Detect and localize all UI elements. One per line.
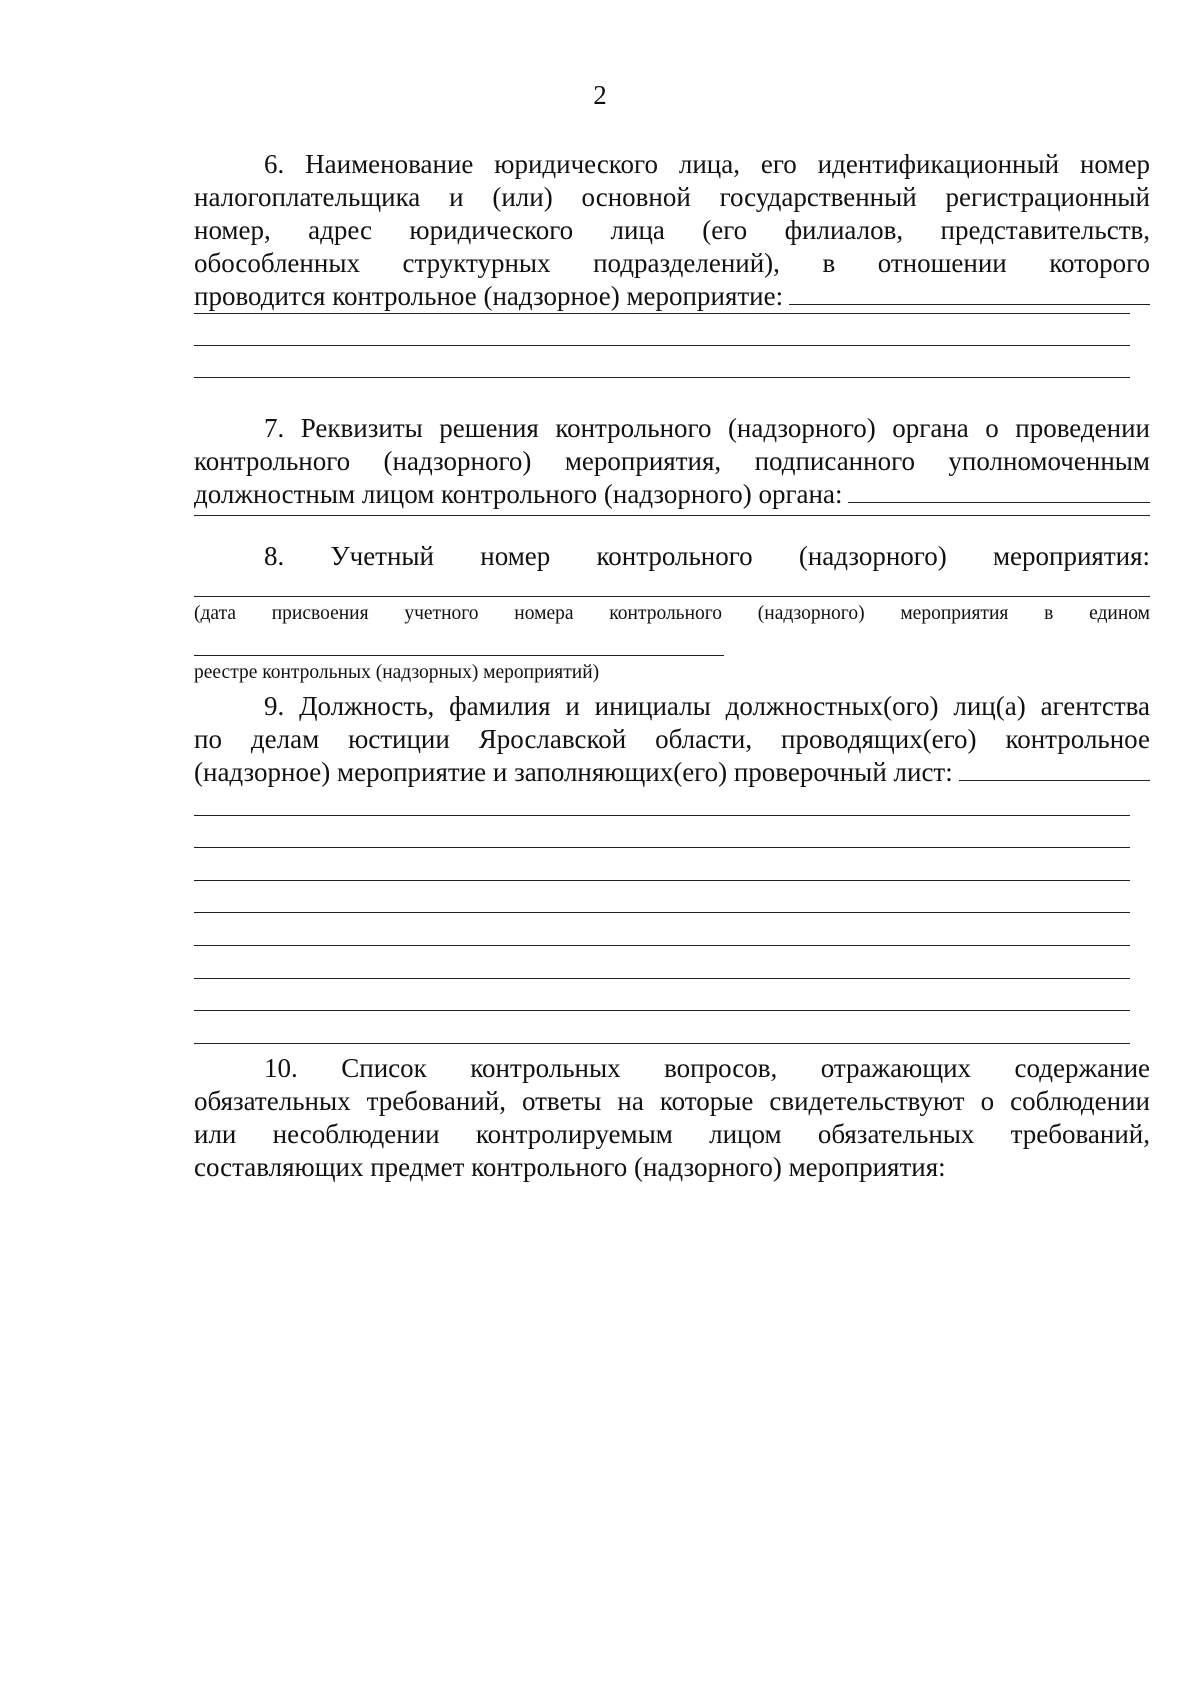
fill-line[interactable] xyxy=(194,1010,1130,1011)
section-8-line-1: 8. Учетный номер контрольного (надзорного) мероприятия: xyxy=(264,541,1150,571)
section-10 xyxy=(194,1052,1150,1184)
fill-line[interactable] xyxy=(194,345,1130,346)
section-9-line-3-text: (надзорное) мероприятие и заполняющих(его) проверочный лист: xyxy=(194,757,953,787)
section-9-line-2: по делам юстиции Ярославской области, проводящих(его) контрольное xyxy=(194,724,1150,754)
fill-line[interactable] xyxy=(194,978,1130,979)
section-8 xyxy=(194,540,1150,573)
section-6-line-3: номер, адрес юридического лица (его филиалов, представительств, xyxy=(194,215,1150,245)
fill-line[interactable] xyxy=(959,756,1150,781)
section-10-line-2: обязательных требований, ответы на которые свидетельствуют о соблюдении xyxy=(194,1086,1150,1116)
section-10-line-3: или несоблюдении контролируемым лицом обязательных требований, xyxy=(194,1119,1150,1149)
fill-line[interactable] xyxy=(194,847,1130,848)
section-7-line-3-text: должностным лицом контрольного (надзорного) органа: xyxy=(194,479,843,509)
section-7-line-3 xyxy=(194,478,1150,511)
section-7-line-1: 7. Реквизиты решения контрольного (надзорного) органа о проведении xyxy=(264,413,1150,443)
section-9 xyxy=(194,690,1150,789)
section-7-line-2: контрольного (надзорного) мероприятия, подписанного уполномоченным xyxy=(194,446,1150,476)
fill-line[interactable] xyxy=(194,945,1130,946)
fill-line[interactable] xyxy=(194,377,1130,378)
fill-line[interactable] xyxy=(194,880,1130,881)
fill-line[interactable] xyxy=(194,815,1130,816)
fill-line[interactable] xyxy=(194,313,1130,314)
fill-line[interactable] xyxy=(194,1043,1130,1044)
section-6 xyxy=(194,148,1150,313)
section-6-line-5 xyxy=(194,280,1150,313)
fill-line[interactable] xyxy=(194,515,1150,516)
section-10-line-1: 10. Список контрольных вопросов, отражающих содержание xyxy=(264,1053,1150,1083)
section-6-line-2: налогоплательщика и (или) основной государственный регистрационный xyxy=(194,182,1150,212)
fill-line[interactable] xyxy=(848,478,1150,503)
section-9-line-3 xyxy=(194,756,1150,789)
page-number: 2 xyxy=(593,80,607,110)
fill-line[interactable] xyxy=(194,655,724,656)
fill-line[interactable] xyxy=(194,596,1150,597)
section-6-line-1: 6. Наименование юридического лица, его идентификационный номер xyxy=(264,149,1150,179)
section-6-line-5-text: проводится контрольное (надзорное) мероприятие: xyxy=(194,281,784,311)
section-10-line-4: составляющих предмет контрольного (надзорного) мероприятия: xyxy=(194,1152,946,1182)
section-6-line-4: обособленных структурных подразделений), в отношении которого xyxy=(194,248,1150,278)
section-7 xyxy=(194,412,1150,511)
section-8-note-1: (дата присвоения учетного номера контрольного (надзорного) мероприятия в едином xyxy=(194,603,1150,624)
fill-line[interactable] xyxy=(194,912,1130,913)
section-8-note-2: реестре контрольных (надзорных) мероприятий) xyxy=(194,662,600,683)
section-9-line-1: 9. Должность, фамилия и инициалы должностных(ого) лиц(а) агентства xyxy=(264,691,1150,721)
fill-line[interactable] xyxy=(789,280,1150,305)
